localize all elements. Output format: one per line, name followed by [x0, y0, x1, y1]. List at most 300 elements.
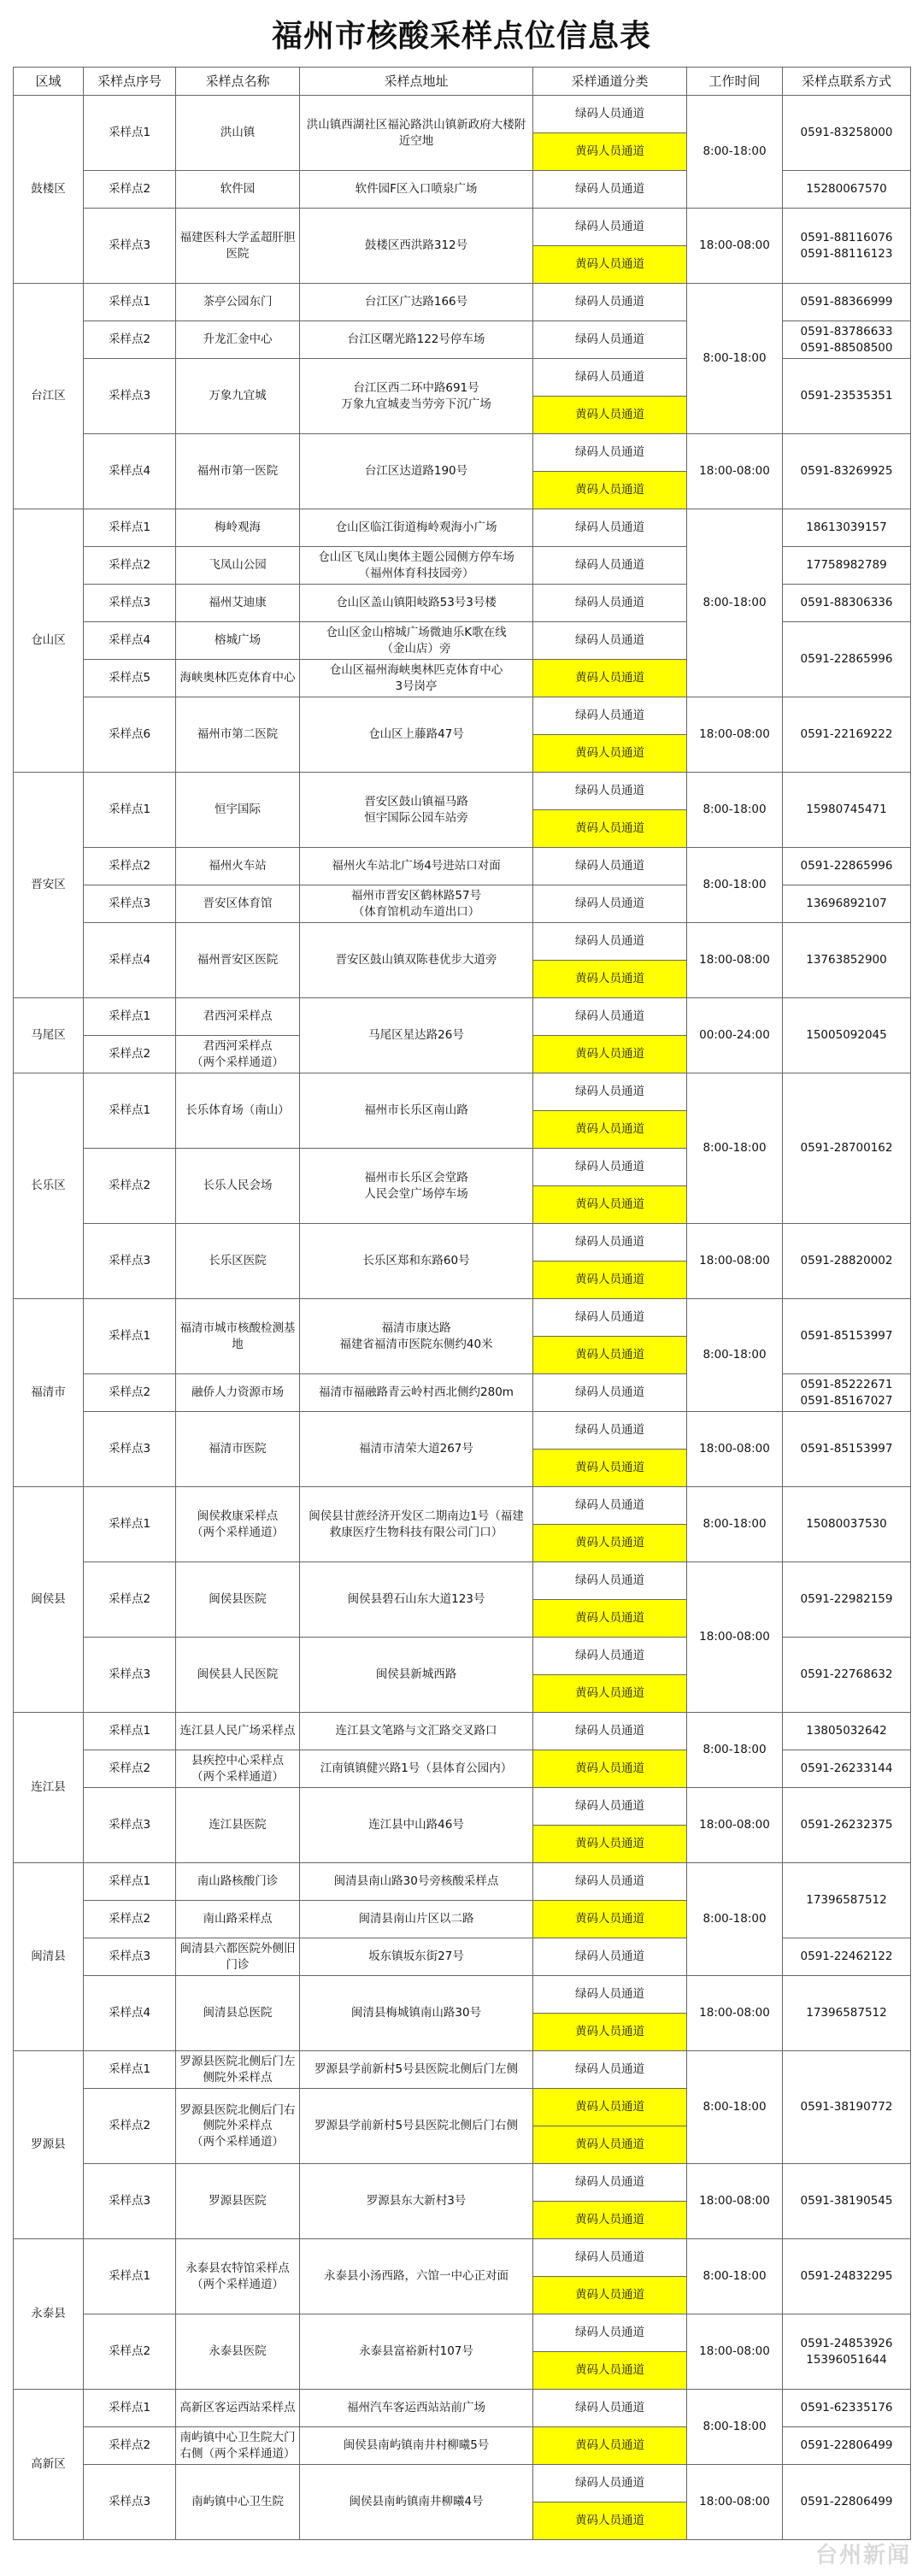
site-address-cell: 福州火车站北广场4号进站口对面	[300, 848, 533, 885]
contact-cell: 0591-88306336	[783, 585, 911, 622]
table-row	[14, 998, 911, 1036]
green-code-lane: 绿码人员通道	[533, 547, 687, 585]
site-address-cell: 洪山镇西湖社区福沁路洪山镇新政府大楼附近空地	[300, 96, 533, 171]
table-row	[14, 773, 911, 810]
site-seq-cell: 采样点5	[84, 660, 176, 697]
site-name-cell: 长乐人民会场	[176, 1149, 300, 1224]
yellow-code-lane: 黄码人员通道	[533, 1262, 687, 1299]
site-seq-cell: 采样点2	[84, 547, 176, 585]
header-site-address: 采样点地址	[300, 68, 533, 96]
table-row	[14, 2465, 911, 2502]
site-address-cell: 长乐区郑和东路60号	[300, 1224, 533, 1299]
green-code-lane: 绿码人员通道	[533, 585, 687, 622]
work-hours-cell: 8:00-18:00	[687, 96, 783, 209]
contact-cell: 0591-88116076 0591-88116123	[783, 209, 911, 284]
site-address-cell: 台江区西二环中路691号 万象九宜城麦当劳旁下沉广场	[300, 359, 533, 434]
table-row	[14, 1788, 911, 1826]
contact-cell: 0591-28820002	[783, 1224, 911, 1299]
table-row	[14, 923, 911, 961]
site-seq-cell: 采样点2	[84, 848, 176, 885]
work-hours-cell: 18:00-08:00	[687, 1224, 783, 1299]
site-name-cell: 海峡奥林匹克体育中心	[176, 660, 300, 697]
green-code-lane: 绿码人员通道	[533, 1638, 687, 1675]
site-name-cell: 连江县医院	[176, 1788, 300, 1863]
site-name-cell: 福州市第二医院	[176, 697, 300, 773]
site-seq-cell: 采样点1	[84, 1487, 176, 1562]
work-hours-cell: 18:00-08:00	[687, 1976, 783, 2051]
yellow-code-lane: 黄码人员通道	[533, 133, 687, 171]
green-code-lane: 绿码人员通道	[533, 1224, 687, 1262]
yellow-code-lane: 黄码人员通道	[533, 1901, 687, 1938]
header-work-hours: 工作时间	[687, 68, 783, 96]
site-seq-cell: 采样点3	[84, 1638, 176, 1713]
work-hours-cell: 8:00-18:00	[687, 1713, 783, 1788]
work-hours-cell: 8:00-18:00	[687, 1487, 783, 1562]
site-seq-cell: 采样点3	[84, 585, 176, 622]
contact-cell: 0591-24832295	[783, 2239, 911, 2314]
contact-cell: 0591-83258000	[783, 96, 911, 171]
site-address-cell: 连江县文笔路与文汇路交叉路口	[300, 1713, 533, 1750]
site-address-cell: 软件园F区入口喷泉广场	[300, 171, 533, 209]
site-address-cell: 仓山区福州海峡奥林匹克体育中心 3号岗亭	[300, 660, 533, 697]
green-code-lane: 绿码人员通道	[533, 209, 687, 246]
site-seq-cell: 采样点6	[84, 697, 176, 773]
watermark-logo: 台州新闻	[814, 2543, 911, 2568]
site-address-cell: 闽清县梅城镇南山路30号	[300, 1976, 533, 2051]
site-address-cell: 台江区广达路166号	[300, 284, 533, 321]
yellow-code-lane: 黄码人员通道	[533, 660, 687, 697]
work-hours-cell: 18:00-08:00	[687, 1562, 783, 1713]
green-code-lane: 绿码人员通道	[533, 321, 687, 359]
table-header-row	[14, 68, 911, 96]
yellow-code-lane: 黄码人员通道	[533, 1186, 687, 1224]
site-name-cell: 闽清县总医院	[176, 1976, 300, 2051]
green-code-lane: 绿码人员通道	[533, 2465, 687, 2502]
site-seq-cell: 采样点1	[84, 2239, 176, 2314]
contact-cell: 0591-38190545	[783, 2164, 911, 2239]
site-name-cell: 南山路采样点	[176, 1901, 300, 1938]
site-name-cell: 南山路核酸门诊	[176, 1863, 300, 1901]
work-hours-cell: 18:00-08:00	[687, 209, 783, 284]
site-address-cell: 闽侯县甘蔗经济开发区二期南边1号（福建救康医疗生物科技有限公司门口）	[300, 1487, 533, 1562]
contact-cell: 0591-62335176	[783, 2390, 911, 2427]
site-address-cell: 连江县中山路46号	[300, 1788, 533, 1863]
table-row	[14, 1976, 911, 2014]
site-seq-cell: 采样点2	[84, 1036, 176, 1073]
site-seq-cell: 采样点3	[84, 2164, 176, 2239]
contact-cell: 0591-22865996	[783, 622, 911, 697]
yellow-code-lane: 黄码人员通道	[533, 1525, 687, 1562]
work-hours-cell: 18:00-08:00	[687, 1788, 783, 1863]
green-code-lane: 绿码人员通道	[533, 1487, 687, 1525]
green-code-lane: 绿码人员通道	[533, 2239, 687, 2277]
site-name-cell: 福州市第一医院	[176, 434, 300, 509]
site-address-cell: 鼓楼区西洪路312号	[300, 209, 533, 284]
green-code-lane: 绿码人员通道	[533, 998, 687, 1036]
site-address-cell: 仓山区临江街道梅岭观海小广场	[300, 509, 533, 547]
yellow-code-lane: 黄码人员通道	[533, 735, 687, 773]
contact-cell: 0591-26232375	[783, 1788, 911, 1863]
site-address-cell: 福州汽车客运西站站前广场	[300, 2390, 533, 2427]
site-name-cell: 万象九宜城	[176, 359, 300, 434]
site-address-cell: 江南镇镇健兴路1号（县体育公园内）	[300, 1750, 533, 1788]
yellow-code-lane: 黄码人员通道	[533, 1111, 687, 1149]
work-hours-cell: 8:00-18:00	[687, 773, 783, 848]
table-row	[14, 697, 911, 735]
yellow-code-lane: 黄码人员通道	[533, 2202, 687, 2239]
yellow-code-lane: 黄码人员通道	[533, 961, 687, 998]
yellow-code-lane: 黄码人员通道	[533, 1450, 687, 1487]
site-seq-cell: 采样点1	[84, 1863, 176, 1901]
site-seq-cell: 采样点2	[84, 1374, 176, 1412]
site-name-cell: 南屿镇中心卫生院	[176, 2465, 300, 2540]
header-lane-type: 采样通道分类	[533, 68, 687, 96]
yellow-code-lane: 黄码人员通道	[533, 472, 687, 509]
site-seq-cell: 采样点3	[84, 1412, 176, 1487]
table-row	[14, 2390, 911, 2427]
site-address-cell: 闽侯县南屿镇南井村柳曦5号	[300, 2427, 533, 2465]
contact-cell: 15080037530	[783, 1487, 911, 1562]
contact-cell: 0591-83269925	[783, 434, 911, 509]
green-code-lane: 绿码人员通道	[533, 773, 687, 810]
table-row	[14, 509, 911, 547]
table-row	[14, 2164, 911, 2202]
site-name-cell: 福建医科大学孟超肝胆医院	[176, 209, 300, 284]
contact-cell: 0591-38190772	[783, 2051, 911, 2164]
site-address-cell: 马尾区星达路26号	[300, 998, 533, 1073]
header-contact: 采样点联系方式	[783, 68, 911, 96]
work-hours-cell: 8:00-18:00	[687, 2239, 783, 2314]
contact-cell: 0591-85153997	[783, 1299, 911, 1374]
site-name-cell: 罗源县医院	[176, 2164, 300, 2239]
contact-cell: 0591-28700162	[783, 1073, 911, 1224]
contact-cell: 0591-23535351	[783, 359, 911, 434]
contact-cell: 13805032642	[783, 1713, 911, 1750]
green-code-lane: 绿码人员通道	[533, 885, 687, 923]
yellow-code-lane: 黄码人员通道	[533, 1337, 687, 1374]
contact-cell: 15005092045	[783, 998, 911, 1073]
site-name-cell: 福州晋安区医院	[176, 923, 300, 998]
green-code-lane: 绿码人员通道	[533, 1149, 687, 1186]
table-row	[14, 2314, 911, 2352]
site-seq-cell: 采样点1	[84, 284, 176, 321]
site-name-cell: 县疾控中心采样点 （两个采样通道）	[176, 1750, 300, 1788]
site-address-cell: 福州市长乐区南山路	[300, 1073, 533, 1149]
yellow-code-lane: 黄码人员通道	[533, 2502, 687, 2540]
table-row	[14, 1412, 911, 1450]
green-code-lane: 绿码人员通道	[533, 1412, 687, 1450]
contact-cell: 17758982789	[783, 547, 911, 585]
district-cell: 福清市	[14, 1299, 84, 1487]
green-code-lane: 绿码人员通道	[533, 1976, 687, 2014]
site-address-cell: 福清市清荣大道267号	[300, 1412, 533, 1487]
site-seq-cell: 采样点3	[84, 885, 176, 923]
site-address-cell: 永泰县富裕新村107号	[300, 2314, 533, 2390]
green-code-lane: 绿码人员通道	[533, 434, 687, 472]
site-name-cell: 升龙汇金中心	[176, 321, 300, 359]
site-name-cell: 闽清县六都医院外侧旧门诊	[176, 1938, 300, 1976]
site-address-cell: 闽清县南山片区以二路	[300, 1901, 533, 1938]
site-seq-cell: 采样点4	[84, 1976, 176, 2051]
site-name-cell: 长乐体育场（南山）	[176, 1073, 300, 1149]
contact-cell: 0591-24853926 15396051644	[783, 2314, 911, 2390]
district-cell: 晋安区	[14, 773, 84, 998]
yellow-code-lane: 黄码人员通道	[533, 1826, 687, 1863]
site-seq-cell: 采样点2	[84, 1149, 176, 1224]
site-address-cell: 闽侯县碧石山东大道123号	[300, 1562, 533, 1638]
table-row	[14, 1073, 911, 1111]
site-address-cell: 台江区曙光路122号停车场	[300, 321, 533, 359]
green-code-lane: 绿码人员通道	[533, 2314, 687, 2352]
site-seq-cell: 采样点2	[84, 2314, 176, 2390]
site-name-cell: 闽侯县医院	[176, 1562, 300, 1638]
green-code-lane: 绿码人员通道	[533, 1788, 687, 1826]
site-name-cell: 南屿镇中心卫生院大门右侧（两个采样通道）	[176, 2427, 300, 2465]
green-code-lane: 绿码人员通道	[533, 1863, 687, 1901]
site-name-cell: 福州艾迪康	[176, 585, 300, 622]
contact-cell: 0591-22806499	[783, 2427, 911, 2465]
site-address-cell: 福清市康达路 福建省福清市医院东侧约40米	[300, 1299, 533, 1374]
contact-cell: 0591-85222671 0591-85167027	[783, 1374, 911, 1412]
site-seq-cell: 采样点3	[84, 1788, 176, 1863]
site-seq-cell: 采样点2	[84, 1750, 176, 1788]
contact-cell: 13763852900	[783, 923, 911, 998]
table-row	[14, 1863, 911, 1901]
green-code-lane: 绿码人员通道	[533, 2164, 687, 2202]
site-address-cell: 闽侯县南屿镇南井柳曦4号	[300, 2465, 533, 2540]
site-address-cell: 罗源县学前新村5号县医院北侧后门右侧	[300, 2089, 533, 2164]
yellow-code-lane: 黄码人员通道	[533, 1750, 687, 1788]
contact-cell: 13696892107	[783, 885, 911, 923]
green-code-lane: 绿码人员通道	[533, 697, 687, 735]
site-address-cell: 晋安区鼓山镇双陈巷优步大道旁	[300, 923, 533, 998]
district-cell: 台江区	[14, 284, 84, 509]
site-address-cell: 福清市福融路青云岭村西北侧约280m	[300, 1374, 533, 1412]
contact-cell: 0591-22169222	[783, 697, 911, 773]
site-address-cell: 仓山区金山榕城广场微迪乐K歌在线 （金山店）旁	[300, 622, 533, 660]
district-cell: 长乐区	[14, 1073, 84, 1299]
district-cell: 高新区	[14, 2390, 84, 2540]
site-name-cell: 软件园	[176, 171, 300, 209]
work-hours-cell: 8:00-18:00	[687, 509, 783, 697]
site-seq-cell: 采样点3	[84, 209, 176, 284]
work-hours-cell: 18:00-08:00	[687, 2164, 783, 2239]
work-hours-cell: 8:00-18:00	[687, 1073, 783, 1224]
site-seq-cell: 采样点3	[84, 1224, 176, 1299]
green-code-lane: 绿码人员通道	[533, 848, 687, 885]
contact-cell: 0591-83786633 0591-88508500	[783, 321, 911, 359]
district-cell: 闽清县	[14, 1863, 84, 2051]
site-address-cell: 仓山区盖山镇阳岐路53号3号楼	[300, 585, 533, 622]
table-row	[14, 2051, 911, 2089]
green-code-lane: 绿码人员通道	[533, 284, 687, 321]
work-hours-cell: 8:00-18:00	[687, 1863, 783, 1976]
site-seq-cell: 采样点1	[84, 998, 176, 1036]
site-name-cell: 长乐区医院	[176, 1224, 300, 1299]
table-row	[14, 2239, 911, 2277]
site-seq-cell: 采样点1	[84, 1073, 176, 1149]
site-name-cell: 梅岭观海	[176, 509, 300, 547]
site-seq-cell: 采样点1	[84, 2051, 176, 2089]
site-address-cell: 福州市晋安区鹤林路57号 （体育馆机动车道出口）	[300, 885, 533, 923]
site-seq-cell: 采样点1	[84, 773, 176, 848]
contact-cell: 17396587512	[783, 1976, 911, 2051]
site-seq-cell: 采样点2	[84, 321, 176, 359]
green-code-lane: 绿码人员通道	[533, 1299, 687, 1337]
green-code-lane: 绿码人员通道	[533, 1073, 687, 1111]
yellow-code-lane: 黄码人员通道	[533, 2277, 687, 2314]
contact-cell: 15280067570	[783, 171, 911, 209]
page-title: 福州市核酸采样点位信息表	[271, 18, 651, 54]
green-code-lane: 绿码人员通道	[533, 923, 687, 961]
header-site-seq: 采样点序号	[84, 68, 176, 96]
site-address-cell: 仓山区上藤路47号	[300, 697, 533, 773]
yellow-code-lane: 黄码人员通道	[533, 1600, 687, 1638]
district-cell: 仓山区	[14, 509, 84, 773]
header-site-name: 采样点名称	[176, 68, 300, 96]
green-code-lane: 绿码人员通道	[533, 1374, 687, 1412]
site-name-cell: 洪山镇	[176, 96, 300, 171]
work-hours-cell: 18:00-08:00	[687, 2465, 783, 2540]
green-code-lane: 绿码人员通道	[533, 359, 687, 397]
site-address-cell: 罗源县学前新村5号县医院北侧后门左侧	[300, 2051, 533, 2089]
site-name-cell: 高新区客运西站采样点	[176, 2390, 300, 2427]
green-code-lane: 绿码人员通道	[533, 1562, 687, 1600]
work-hours-cell: 18:00-08:00	[687, 2314, 783, 2390]
site-seq-cell: 采样点3	[84, 359, 176, 434]
site-address-cell: 闽清县南山路30号旁核酸采样点	[300, 1863, 533, 1901]
site-seq-cell: 采样点3	[84, 2465, 176, 2540]
contact-cell: 17396587512	[783, 1863, 911, 1938]
site-seq-cell: 采样点1	[84, 2390, 176, 2427]
site-seq-cell: 采样点2	[84, 1562, 176, 1638]
green-code-lane: 绿码人员通道	[533, 96, 687, 133]
contact-cell: 0591-22462122	[783, 1938, 911, 1976]
table-row	[14, 1299, 911, 1337]
work-hours-cell: 18:00-08:00	[687, 1412, 783, 1487]
site-name-cell: 永泰县农特馆采样点 （两个采样通道）	[176, 2239, 300, 2314]
green-code-lane: 绿码人员通道	[533, 2051, 687, 2089]
table-row	[14, 209, 911, 246]
work-hours-cell: 8:00-18:00	[687, 284, 783, 434]
work-hours-cell: 18:00-08:00	[687, 434, 783, 509]
table-row	[14, 96, 911, 133]
site-seq-cell: 采样点2	[84, 2427, 176, 2465]
site-address-cell: 晋安区鼓山镇福马路 恒宇国际公园车站旁	[300, 773, 533, 848]
table-row	[14, 1487, 911, 1525]
site-seq-cell: 采样点4	[84, 923, 176, 998]
green-code-lane: 绿码人员通道	[533, 622, 687, 660]
table-body	[14, 96, 911, 2540]
site-name-cell: 闽侯救康采样点 （两个采样通道）	[176, 1487, 300, 1562]
contact-cell: 0591-88366999	[783, 284, 911, 321]
table-row	[14, 434, 911, 472]
work-hours-cell: 00:00-24:00	[687, 998, 783, 1073]
work-hours-cell: 8:00-18:00	[687, 2051, 783, 2164]
yellow-code-lane: 黄码人员通道	[533, 2427, 687, 2465]
contact-cell: 0591-22768632	[783, 1638, 911, 1713]
table-row	[14, 1224, 911, 1262]
district-cell: 闽侯县	[14, 1487, 84, 1713]
site-name-cell: 连江县人民广场采样点	[176, 1713, 300, 1750]
green-code-lane: 绿码人员通道	[533, 1713, 687, 1750]
contact-cell: 0591-22982159	[783, 1562, 911, 1638]
table-row	[14, 1713, 911, 1750]
site-name-cell: 榕城广场	[176, 622, 300, 660]
site-name-cell: 闽侯县人民医院	[176, 1638, 300, 1713]
site-address-cell: 福州市长乐区会堂路 人民会堂广场停车场	[300, 1149, 533, 1224]
yellow-code-lane: 黄码人员通道	[533, 1036, 687, 1073]
site-address-cell: 闽侯县新城西路	[300, 1638, 533, 1713]
site-address-cell: 台江区达道路190号	[300, 434, 533, 509]
site-name-cell: 恒宇国际	[176, 773, 300, 848]
work-hours-cell: 8:00-18:00	[687, 2390, 783, 2465]
yellow-code-lane: 黄码人员通道	[533, 810, 687, 848]
site-name-cell: 福清市城市核酸检测基地	[176, 1299, 300, 1374]
district-cell: 马尾区	[14, 998, 84, 1073]
yellow-code-lane: 黄码人员通道	[533, 2014, 687, 2051]
header-district: 区域	[14, 68, 84, 96]
green-code-lane: 绿码人员通道	[533, 1938, 687, 1976]
green-code-lane: 绿码人员通道	[533, 2390, 687, 2427]
yellow-code-lane: 黄码人员通道	[533, 2352, 687, 2390]
site-seq-cell: 采样点3	[84, 1938, 176, 1976]
site-name-cell: 晋安区体育馆	[176, 885, 300, 923]
contact-cell: 0591-26233144	[783, 1750, 911, 1788]
site-seq-cell: 采样点2	[84, 1901, 176, 1938]
site-seq-cell: 采样点1	[84, 1299, 176, 1374]
sampling-sites-table	[13, 67, 911, 2540]
district-cell: 罗源县	[14, 2051, 84, 2239]
site-name-cell: 罗源县医院北侧后门右侧院外采样点 （两个采样通道）	[176, 2089, 300, 2164]
contact-cell: 0591-22806499	[783, 2465, 911, 2540]
yellow-code-lane: 黄码人员通道	[533, 2089, 687, 2126]
site-address-cell: 仓山区飞凤山奥体主题公园侧方停车场 （福州体育科技园旁）	[300, 547, 533, 585]
contact-cell: 0591-22865996	[783, 848, 911, 885]
district-cell: 永泰县	[14, 2239, 84, 2390]
site-address-cell: 永泰县小汤西路，六馆一中心正对面	[300, 2239, 533, 2314]
contact-cell: 18613039157	[783, 509, 911, 547]
yellow-code-lane: 黄码人员通道	[533, 1675, 687, 1713]
site-seq-cell: 采样点4	[84, 622, 176, 660]
site-seq-cell: 采样点2	[84, 171, 176, 209]
table-row	[14, 284, 911, 321]
site-name-cell: 茶亭公园东门	[176, 284, 300, 321]
site-seq-cell: 采样点4	[84, 434, 176, 509]
table-row	[14, 848, 911, 885]
site-seq-cell: 采样点1	[84, 509, 176, 547]
site-name-cell: 永泰县医院	[176, 2314, 300, 2390]
green-code-lane: 绿码人员通道	[533, 171, 687, 209]
site-seq-cell: 采样点1	[84, 96, 176, 171]
site-seq-cell: 采样点2	[84, 2089, 176, 2164]
site-address-cell: 坂东镇坂东街27号	[300, 1938, 533, 1976]
site-name-cell: 福清市医院	[176, 1412, 300, 1487]
site-name-cell: 罗源县医院北侧后门左侧院外采样点	[176, 2051, 300, 2089]
contact-cell: 0591-85153997	[783, 1412, 911, 1487]
yellow-code-lane: 黄码人员通道	[533, 2126, 687, 2164]
table-row	[14, 1562, 911, 1600]
site-name-cell: 福州火车站	[176, 848, 300, 885]
yellow-code-lane: 黄码人员通道	[533, 246, 687, 284]
green-code-lane: 绿码人员通道	[533, 509, 687, 547]
yellow-code-lane: 黄码人员通道	[533, 397, 687, 434]
site-name-cell: 君西河采样点	[176, 998, 300, 1036]
contact-cell: 15980745471	[783, 773, 911, 848]
work-hours-cell: 18:00-08:00	[687, 697, 783, 773]
site-seq-cell: 采样点1	[84, 1713, 176, 1750]
district-cell: 连江县	[14, 1713, 84, 1863]
